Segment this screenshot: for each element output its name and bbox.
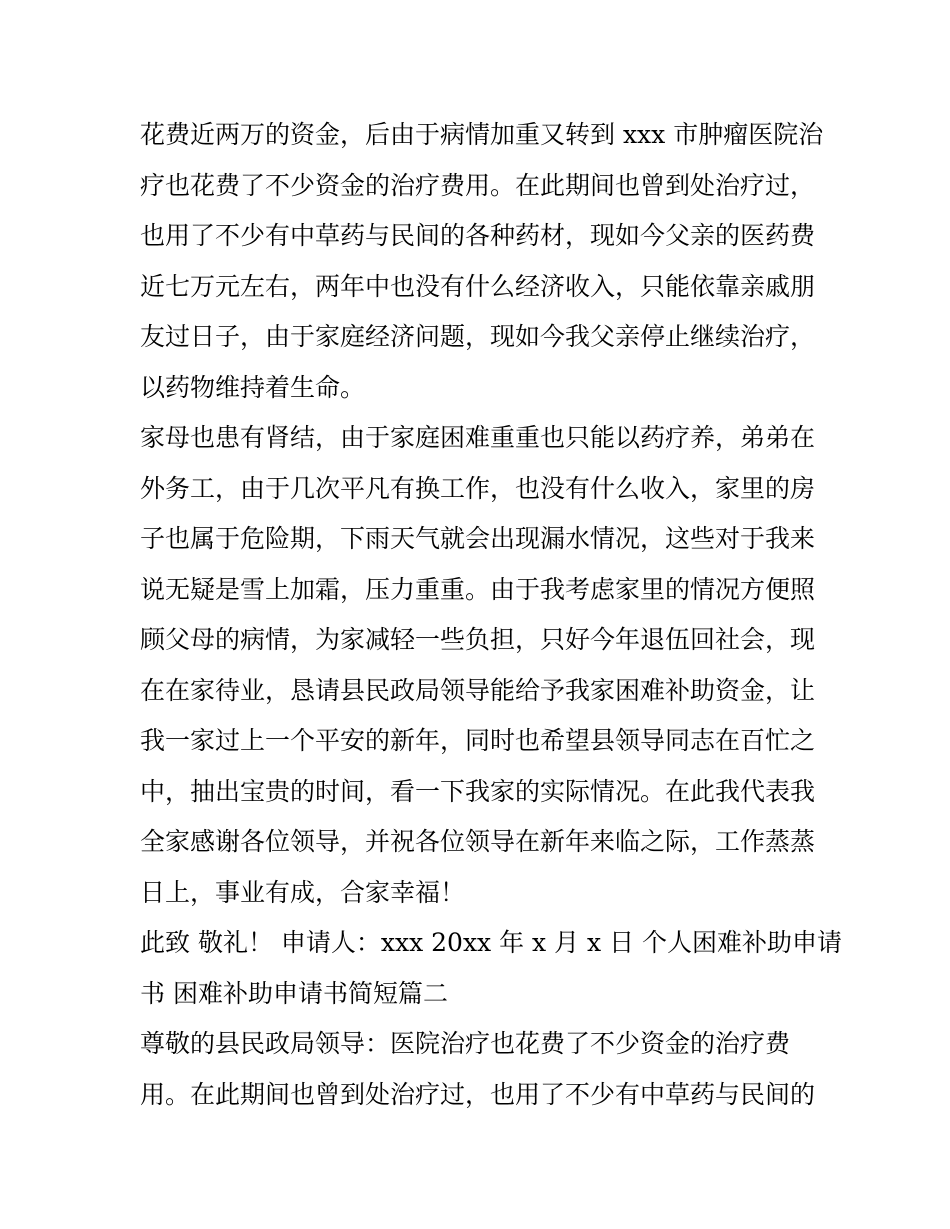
- text-line: 书 困难补助申请书简短篇二: [140, 978, 448, 1008]
- text-line: 我一家过上一个平安的新年，同时也希望县领导同志在百忙之: [140, 726, 816, 755]
- text-line: 子也属于危险期，下雨天气就会出现漏水情况，这些对于我来: [140, 524, 816, 553]
- text-line: 近七万元左右，两年中也没有什么经济收入，只能依靠亲戚朋: [140, 271, 816, 301]
- text-line: 此致 敬礼！ 申请人：xxx 20xx 年 x 月 x 日 个人困难补助申请: [140, 928, 843, 957]
- text-line: 中，抽出宝贵的时间，看一下我家的实际情况。在此我代表我: [140, 776, 816, 806]
- text-line: 也用了不少有中草药与民间的各种药材，现如今父亲的医药费: [140, 221, 816, 250]
- text-line: 尊敬的县民政局领导：医院治疗也花费了不少资金的治疗费: [140, 1029, 791, 1058]
- text-line: 家母也患有肾结，由于家庭困难重重也只能以药疗养，弟弟在: [140, 423, 816, 452]
- text-line: 用。在此期间也曾到处治疗过，也用了不少有中草药与民间的: [140, 1079, 816, 1109]
- text-line: 全家感谢各位领导，并祝各位领导在新年来临之际，工作蒸蒸: [140, 827, 816, 856]
- text-line: 说无疑是雪上加霜，压力重重。由于我考虑家里的情况方便照: [140, 574, 816, 604]
- text-line: 日上，事业有成，合家幸福！: [140, 877, 466, 907]
- text-line: 顾父母的病情，为家减轻一些负担，只好今年退伍回社会，现: [140, 625, 816, 654]
- text-line: 友过日子，由于家庭经济问题，现如今我父亲停止继续治疗，: [140, 322, 816, 351]
- text-line: 以药物维持着生命。: [140, 372, 366, 402]
- text-line: 在在家待业，恳请县民政局领导能给予我家困难补助资金，让: [140, 675, 816, 705]
- text-line: 疗也花费了不少资金的治疗费用。在此期间也曾到处治疗过，: [140, 170, 816, 200]
- text-line: 外务工，由于几次平凡有换工作，也没有什么收入，家里的房: [140, 473, 816, 503]
- body-text: [140, 110, 843, 1120]
- text-line: 花费近两万的资金，后由于病情加重又转到 xxx 市肿瘤医院治: [140, 120, 824, 149]
